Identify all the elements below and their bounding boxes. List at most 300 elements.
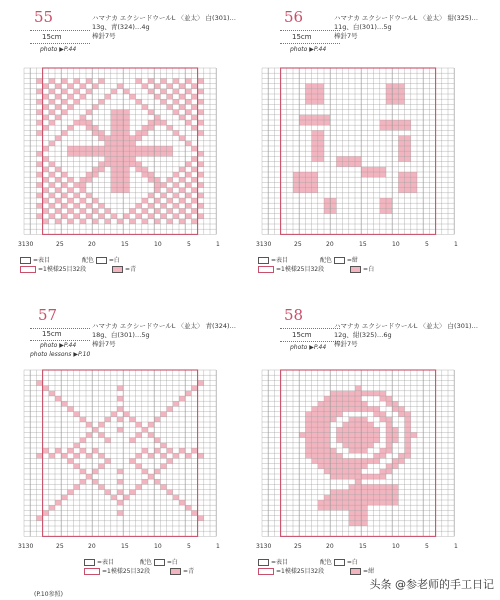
colored-stitch — [324, 198, 330, 203]
size-label: 15cm — [42, 33, 62, 41]
colored-stitch — [36, 99, 42, 104]
colored-stitch — [330, 448, 336, 453]
colored-stitch — [367, 432, 373, 437]
colored-stitch — [160, 78, 166, 83]
pink-swatch — [170, 568, 181, 575]
colored-stitch — [67, 146, 73, 151]
col-label: 5 — [425, 241, 429, 248]
colored-stitch — [318, 458, 324, 463]
col-label: 10 — [392, 543, 400, 550]
colored-stitch — [49, 172, 55, 177]
colored-stitch — [318, 89, 324, 94]
colored-stitch — [167, 406, 173, 411]
colored-stitch — [324, 432, 330, 437]
colored-stitch — [111, 110, 117, 115]
colored-stitch — [398, 188, 404, 193]
colored-stitch — [349, 448, 355, 453]
colored-stitch — [336, 412, 342, 417]
colored-stitch — [36, 453, 42, 458]
colored-stitch — [148, 125, 154, 130]
colored-stitch — [173, 214, 179, 219]
colored-stitch — [111, 156, 117, 161]
needle-size: 棒針7号 — [334, 340, 358, 348]
colored-stitch — [367, 438, 373, 443]
colored-stitch — [380, 125, 386, 130]
colored-stitch — [336, 406, 342, 411]
colored-stitch — [49, 391, 55, 396]
colored-stitch — [173, 89, 179, 94]
colored-stitch — [67, 104, 73, 109]
colored-stitch — [343, 495, 349, 500]
colored-stitch — [191, 156, 197, 161]
colored-stitch — [160, 151, 166, 156]
colored-stitch — [117, 500, 123, 505]
colored-stitch — [380, 490, 386, 495]
colored-stitch — [154, 177, 160, 182]
colored-stitch — [167, 94, 173, 99]
colored-stitch — [392, 438, 398, 443]
colored-stitch — [80, 469, 86, 474]
colored-stitch — [405, 412, 411, 417]
colored-stitch — [361, 484, 367, 489]
colored-stitch — [405, 120, 411, 125]
colored-stitch — [349, 438, 355, 443]
colored-stitch — [312, 448, 318, 453]
colored-stitch — [299, 188, 305, 193]
colored-stitch — [343, 432, 349, 437]
colored-stitch — [185, 172, 191, 177]
yarn-info — [92, 322, 236, 349]
colored-stitch — [405, 172, 411, 177]
colored-stitch — [67, 177, 73, 182]
colored-stitch — [324, 453, 330, 458]
colored-stitch — [92, 427, 98, 432]
colored-stitch — [117, 386, 123, 391]
colored-stitch — [361, 172, 367, 177]
legend — [20, 558, 194, 576]
colored-stitch — [367, 458, 373, 463]
colored-stitch — [336, 500, 342, 505]
colored-stitch — [111, 120, 117, 125]
colored-stitch — [380, 500, 386, 505]
colored-stitch — [154, 182, 160, 187]
colored-stitch — [98, 146, 104, 151]
colored-stitch — [80, 182, 86, 187]
colored-stitch — [117, 156, 123, 161]
colored-stitch — [167, 448, 173, 453]
colored-stitch — [185, 89, 191, 94]
colored-stitch — [367, 172, 373, 177]
colored-stitch — [355, 432, 361, 437]
divider — [280, 341, 340, 342]
colored-stitch — [111, 115, 117, 120]
colored-stitch — [191, 115, 197, 120]
color-label: 配色 — [81, 257, 94, 264]
colored-stitch — [167, 188, 173, 193]
colored-stitch — [136, 136, 142, 141]
colored-stitch — [98, 432, 104, 437]
colored-stitch — [336, 156, 342, 161]
colored-stitch — [105, 219, 111, 224]
colored-stitch — [92, 125, 98, 130]
colored-stitch — [55, 177, 61, 182]
colored-stitch — [330, 490, 336, 495]
colored-stitch — [92, 104, 98, 109]
colored-stitch — [336, 438, 342, 443]
photo-ref: photo ▶P.44 — [40, 342, 77, 349]
colored-stitch — [185, 453, 191, 458]
colored-stitch — [324, 120, 330, 125]
colored-stitch — [398, 99, 404, 104]
colored-stitch — [173, 203, 179, 208]
colored-stitch — [411, 172, 417, 177]
colored-stitch — [74, 151, 80, 156]
colored-stitch — [386, 495, 392, 500]
colored-stitch — [111, 188, 117, 193]
colored-stitch — [367, 427, 373, 432]
colored-stitch — [349, 516, 355, 521]
colored-stitch — [123, 172, 129, 177]
col-label: 5 — [187, 241, 191, 248]
colored-stitch — [386, 422, 392, 427]
colored-stitch — [67, 84, 73, 89]
colored-stitch — [324, 500, 330, 505]
photo-lessons-ref: photo lessons ▶P.10 — [30, 351, 91, 358]
colored-stitch — [293, 177, 299, 182]
colored-stitch — [123, 136, 129, 141]
colored-stitch — [36, 214, 42, 219]
colored-stitch — [305, 453, 311, 458]
colored-stitch — [92, 469, 98, 474]
colored-stitch — [367, 495, 373, 500]
colored-stitch — [67, 458, 73, 463]
colored-stitch — [86, 432, 92, 437]
col-label: 15 — [359, 241, 367, 248]
colored-stitch — [398, 84, 404, 89]
colored-stitch — [67, 406, 73, 411]
colored-stitch — [123, 177, 129, 182]
colored-stitch — [154, 198, 160, 203]
size-label: 15cm — [292, 33, 312, 41]
colored-stitch — [392, 458, 398, 463]
colored-stitch — [318, 412, 324, 417]
colored-stitch — [167, 151, 173, 156]
colored-stitch — [386, 203, 392, 208]
colored-stitch — [349, 432, 355, 437]
colored-stitch — [142, 427, 148, 432]
col-label: 10 — [154, 543, 162, 550]
colored-stitch — [191, 208, 197, 213]
colored-stitch — [74, 182, 80, 187]
colored-stitch — [299, 182, 305, 187]
colored-stitch — [179, 136, 185, 141]
colored-stitch — [305, 188, 311, 193]
blank-swatch — [334, 559, 345, 566]
colored-stitch — [123, 146, 129, 151]
colored-stitch — [398, 125, 404, 130]
colored-stitch — [92, 146, 98, 151]
knitting-chart — [258, 366, 460, 540]
colored-stitch — [405, 156, 411, 161]
colored-stitch — [80, 198, 86, 203]
colored-stitch — [98, 464, 104, 469]
needle-size: 棒針7号 — [334, 32, 358, 40]
colored-stitch — [324, 505, 330, 510]
colored-stitch — [92, 172, 98, 177]
colored-stitch — [86, 146, 92, 151]
colored-stitch — [349, 417, 355, 422]
colored-stitch — [136, 432, 142, 437]
colored-stitch — [67, 208, 73, 213]
needle-size: 棒針7号 — [92, 340, 116, 348]
colored-stitch — [179, 219, 185, 224]
colored-stitch — [330, 469, 336, 474]
colored-stitch — [343, 396, 349, 401]
colored-stitch — [380, 203, 386, 208]
colored-stitch — [343, 156, 349, 161]
colored-stitch — [361, 401, 367, 406]
colored-stitch — [179, 500, 185, 505]
color-a: =白 — [346, 559, 358, 566]
yarn-info — [334, 322, 478, 349]
colored-stitch — [405, 438, 411, 443]
colored-stitch — [123, 89, 129, 94]
colored-stitch — [123, 182, 129, 187]
colored-stitch — [405, 125, 411, 130]
colored-stitch — [324, 401, 330, 406]
colored-stitch — [198, 120, 204, 125]
colored-stitch — [343, 505, 349, 510]
colored-stitch — [386, 464, 392, 469]
colored-stitch — [361, 406, 367, 411]
colored-stitch — [386, 500, 392, 505]
colored-stitch — [374, 490, 380, 495]
colored-stitch — [361, 516, 367, 521]
colored-stitch — [367, 167, 373, 172]
colored-stitch — [123, 156, 129, 161]
colored-stitch — [349, 391, 355, 396]
colored-stitch — [111, 89, 117, 94]
colored-stitch — [318, 120, 324, 125]
colored-stitch — [336, 391, 342, 396]
colored-stitch — [349, 474, 355, 479]
legend — [258, 256, 374, 274]
colored-stitch — [154, 115, 160, 120]
colored-stitch — [318, 99, 324, 104]
colored-stitch — [355, 443, 361, 448]
colored-stitch — [367, 391, 373, 396]
colored-stitch — [136, 214, 142, 219]
colored-stitch — [67, 490, 73, 495]
colored-stitch — [123, 120, 129, 125]
colored-stitch — [374, 406, 380, 411]
colored-stitch — [374, 427, 380, 432]
colored-stitch — [43, 125, 49, 130]
colored-stitch — [355, 401, 361, 406]
colored-stitch — [92, 198, 98, 203]
colored-stitch — [86, 78, 92, 83]
colored-stitch — [405, 136, 411, 141]
colored-stitch — [405, 453, 411, 458]
colored-stitch — [74, 464, 80, 469]
colored-stitch — [36, 380, 42, 385]
colored-stitch — [374, 474, 380, 479]
blank-swatch — [258, 559, 269, 566]
colored-stitch — [318, 130, 324, 135]
colored-stitch — [185, 505, 191, 510]
colored-stitch — [361, 443, 367, 448]
colored-stitch — [111, 495, 117, 500]
colored-stitch — [179, 396, 185, 401]
colored-stitch — [355, 474, 361, 479]
colored-stitch — [380, 172, 386, 177]
colored-stitch — [312, 84, 318, 89]
chart-panel-56 — [250, 0, 500, 300]
colored-stitch — [398, 156, 404, 161]
colored-stitch — [386, 490, 392, 495]
colored-stitch — [154, 84, 160, 89]
colored-stitch — [148, 453, 154, 458]
colored-stitch — [386, 89, 392, 94]
colored-stitch — [123, 162, 129, 167]
colored-stitch — [380, 167, 386, 172]
colored-stitch — [349, 427, 355, 432]
colored-stitch — [142, 219, 148, 224]
colored-stitch — [349, 490, 355, 495]
colored-stitch — [86, 177, 92, 182]
col-label: 15 — [121, 543, 129, 550]
colored-stitch — [123, 495, 129, 500]
colored-stitch — [318, 94, 324, 99]
colored-stitch — [374, 432, 380, 437]
colored-stitch — [405, 141, 411, 146]
colored-stitch — [105, 136, 111, 141]
colored-stitch — [98, 136, 104, 141]
blank-swatch — [258, 257, 269, 264]
colored-stitch — [398, 406, 404, 411]
colored-stitch — [117, 110, 123, 115]
knitting-chart — [258, 64, 460, 238]
colored-stitch — [198, 172, 204, 177]
colored-stitch — [98, 78, 104, 83]
colored-stitch — [343, 474, 349, 479]
color-label: 配色 — [139, 559, 152, 566]
colored-stitch — [43, 208, 49, 213]
colored-stitch — [111, 146, 117, 151]
colored-stitch — [398, 412, 404, 417]
colored-stitch — [43, 386, 49, 391]
colored-stitch — [129, 438, 135, 443]
colored-stitch — [148, 110, 154, 115]
colored-stitch — [55, 167, 61, 172]
colored-stitch — [173, 453, 179, 458]
colored-stitch — [49, 505, 55, 510]
colored-stitch — [123, 151, 129, 156]
colored-stitch — [148, 203, 154, 208]
colored-stitch — [148, 432, 154, 437]
colored-stitch — [380, 417, 386, 422]
colored-stitch — [179, 198, 185, 203]
colored-stitch — [374, 412, 380, 417]
colored-stitch — [55, 94, 61, 99]
colored-stitch — [148, 120, 154, 125]
colored-stitch — [398, 141, 404, 146]
colored-stitch — [367, 490, 373, 495]
colored-stitch — [136, 453, 142, 458]
colored-stitch — [330, 401, 336, 406]
colored-stitch — [374, 167, 380, 172]
colored-stitch — [185, 182, 191, 187]
colored-stitch — [61, 89, 67, 94]
colored-stitch — [160, 182, 166, 187]
col-label: 25 — [56, 543, 64, 550]
colored-stitch — [67, 198, 73, 203]
colored-stitch — [386, 432, 392, 437]
colored-stitch — [198, 203, 204, 208]
yarn-amount: 11g、白(301)…5g — [334, 23, 392, 31]
colored-stitch — [312, 432, 318, 437]
color-a: =白 — [166, 559, 178, 566]
colored-stitch — [179, 84, 185, 89]
col-label: 5 — [425, 543, 429, 550]
colored-stitch — [173, 172, 179, 177]
colored-stitch — [405, 182, 411, 187]
colored-stitch — [61, 130, 67, 135]
colored-stitch — [392, 406, 398, 411]
colored-stitch — [111, 151, 117, 156]
colored-stitch — [36, 78, 42, 83]
colored-stitch — [324, 469, 330, 474]
colored-stitch — [392, 94, 398, 99]
colored-stitch — [392, 99, 398, 104]
colored-stitch — [49, 110, 55, 115]
colored-stitch — [349, 469, 355, 474]
divider — [280, 43, 340, 44]
colored-stitch — [185, 391, 191, 396]
colored-stitch — [361, 495, 367, 500]
colored-stitch — [324, 115, 330, 120]
colored-stitch — [312, 141, 318, 146]
legend-knit: =表目 — [271, 559, 289, 566]
colored-stitch — [305, 412, 311, 417]
colored-stitch — [198, 151, 204, 156]
repeat-swatch — [20, 266, 36, 273]
yarn-amount: 18g、白(301)…5g — [92, 331, 150, 339]
colored-stitch — [349, 464, 355, 469]
colored-stitch — [324, 203, 330, 208]
colored-stitch — [392, 125, 398, 130]
colored-stitch — [380, 120, 386, 125]
colored-stitch — [136, 146, 142, 151]
colored-stitch — [318, 432, 324, 437]
colored-stitch — [55, 500, 61, 505]
colored-stitch — [191, 84, 197, 89]
colored-stitch — [80, 417, 86, 422]
colored-stitch — [330, 453, 336, 458]
colored-stitch — [142, 151, 148, 156]
colored-stitch — [142, 125, 148, 130]
colored-stitch — [49, 453, 55, 458]
colored-stitch — [160, 443, 166, 448]
colored-stitch — [55, 115, 61, 120]
colored-stitch — [111, 177, 117, 182]
colored-stitch — [86, 422, 92, 427]
colored-stitch — [349, 500, 355, 505]
colored-stitch — [123, 141, 129, 146]
colored-stitch — [355, 427, 361, 432]
colored-stitch — [312, 182, 318, 187]
colored-stitch — [148, 151, 154, 156]
